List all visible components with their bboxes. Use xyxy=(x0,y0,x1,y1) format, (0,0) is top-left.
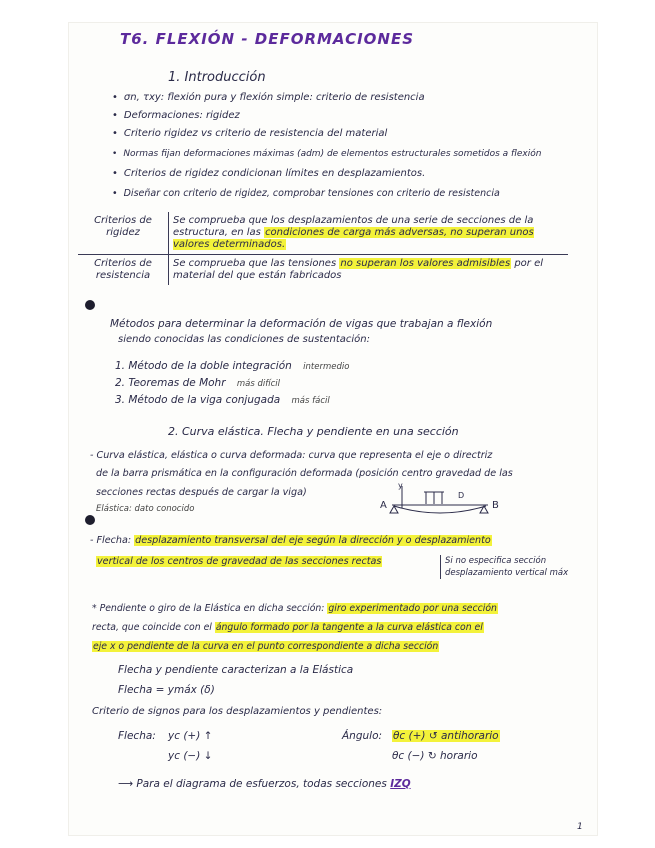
intro-heading: 1. Introducción xyxy=(168,70,266,85)
intro-bullet-6: • Diseñar con criterio de rigidez, comprobar tensiones con criterio de resistencia xyxy=(112,188,500,200)
page-title: T6. FLEXIÓN - DEFORMACIONES xyxy=(120,30,415,48)
signs-flecha-label: Flecha: xyxy=(118,730,156,742)
criteria-text-resistencia xyxy=(169,255,569,286)
method-item-2-note: más difícil xyxy=(236,379,281,389)
criteria-label-resistencia: Criterios de resistencia xyxy=(78,255,169,286)
beam-label-y: y xyxy=(398,481,403,490)
signs-angulo-pos-hl: θc (+) ↺ antihorario xyxy=(393,730,499,742)
elastic-curve xyxy=(394,506,486,513)
flecha-note-1: Si no especifica sección xyxy=(445,556,547,566)
signs-angulo-label: Ángulo: xyxy=(342,730,383,742)
binder-hole-2 xyxy=(85,515,95,525)
pendiente-line-2 xyxy=(92,622,484,634)
criteria-text-rigidez xyxy=(169,212,569,255)
criteria-text-rigidez-hl: condiciones de carga más adversas, no superan unos valores determinados. xyxy=(173,227,534,250)
intro-bullet-4: • Normas fijan deformaciones máximas (adm) de elementos estructurales sometidos a flexión xyxy=(112,148,541,160)
criteria-table xyxy=(78,212,568,285)
flecha-label: - Flecha: xyxy=(90,535,135,546)
footer-note-text: ⟶ Para el diagrama de esfuerzos, todas secciones xyxy=(118,778,391,790)
method-item-1-note: intermedio xyxy=(303,362,350,372)
page-number: 1 xyxy=(577,822,583,832)
elastic-line-3: secciones rectas después de cargar la viga) xyxy=(96,487,307,498)
method-item-1 xyxy=(115,360,349,373)
pendiente-line-3-hl: eje x o pendiente de la curva en el punto correspondiente a dicha sección xyxy=(93,641,439,652)
criteria-text-resistencia-hl: no superan los valores admisibles xyxy=(340,258,511,269)
intro-bullet-1: • σn, τxy: flexión pura y flexión simple: criterio de resistencia xyxy=(112,92,425,104)
footer-note-izq: IZQ xyxy=(390,778,411,790)
beam-diagram xyxy=(380,478,500,520)
signs-heading: Criterio de signos para los desplazamientos y pendientes: xyxy=(92,706,383,717)
footer-note xyxy=(118,778,411,790)
pendiente-line-1 xyxy=(92,603,498,615)
criteria-row-rigidez xyxy=(78,212,568,255)
intro-bullet-2: • Deformaciones: rigidez xyxy=(112,110,240,122)
formula-line-2: Flecha = ymáx (δ) xyxy=(118,684,215,696)
flecha-note-2: desplazamiento vertical máx xyxy=(445,568,569,578)
flecha-hl-1: desplazamiento transversal del eje según la dirección y o desplazamiento xyxy=(135,535,491,546)
section2-heading: 2. Curva elástica. Flecha y pendiente en una sección xyxy=(168,425,459,438)
elastic-line-1: - Curva elástica, elástica o curva deformada: curva que representa el eje o directriz xyxy=(90,450,493,461)
method-item-3-note: más fácil xyxy=(291,396,330,406)
flecha-line-2 xyxy=(96,556,382,568)
elastic-line-2: de la barra prismática en la configuración deformada (posición centro gravedad de las xyxy=(96,468,513,479)
binder-hole-1 xyxy=(85,300,95,310)
pendiente-line-2-a: recta, que coincide con el xyxy=(92,622,215,633)
signs-flecha-neg: yc (−) ↓ xyxy=(168,750,213,762)
intro-bullet-5: • Criterios de rigidez condicionan límites en desplazamientos. xyxy=(112,168,425,180)
signs-angulo-pos xyxy=(392,730,500,742)
signs-flecha-pos: yc (+) ↑ xyxy=(168,730,213,742)
method-item-3-text: 3. Método de la viga conjugada xyxy=(115,394,281,406)
methods-intro-1: Métodos para determinar la deformación de vigas que trabajan a flexión xyxy=(110,318,493,330)
pendiente-line-1-a: * Pendiente o giro de la Elástica en dicha sección: xyxy=(92,603,328,614)
elastic-note: Elástica: dato conocido xyxy=(96,504,195,514)
flecha-note xyxy=(440,555,568,579)
beam-label-b: B xyxy=(492,500,499,511)
signs-angulo-neg: θc (−) ↻ horario xyxy=(392,750,478,762)
criteria-text-resistencia-a: Se comprueba que las tensiones xyxy=(173,258,340,269)
criteria-text-rigidez-a: Se comprueba que los desplazamientos de una serie de secciones de la estructura, en las xyxy=(173,215,534,238)
pendiente-line-1-hl: giro experimentado por una sección xyxy=(328,603,497,614)
pendiente-line-2-hl: ángulo formado por la tangente a la curva elástica con el xyxy=(215,622,483,633)
beam-label-a: A xyxy=(380,500,387,511)
formula-line-1: Flecha y pendiente caracterizan a la Elástica xyxy=(118,664,354,676)
criteria-label-rigidez: Criterios de rigidez xyxy=(78,212,169,255)
beam-label-d: D xyxy=(458,491,465,500)
pendiente-line-3 xyxy=(92,641,439,653)
flecha-hl-2: vertical de los centros de gravedad de las secciones rectas xyxy=(97,556,382,567)
methods-intro-2: siendo conocidas las condiciones de sustentación: xyxy=(118,334,370,345)
criteria-row-resistencia xyxy=(78,255,568,286)
flecha-line-1 xyxy=(90,535,492,547)
method-item-1-text: 1. Método de la doble integración xyxy=(115,360,292,372)
method-item-2 xyxy=(115,377,280,390)
criteria-text-resistencia-b: por el material del que están fabricados xyxy=(173,258,544,281)
intro-bullet-3: • Criterio rigidez vs criterio de resistencia del material xyxy=(112,128,387,140)
method-item-3 xyxy=(115,394,330,407)
method-item-2-text: 2. Teoremas de Mohr xyxy=(115,377,226,389)
